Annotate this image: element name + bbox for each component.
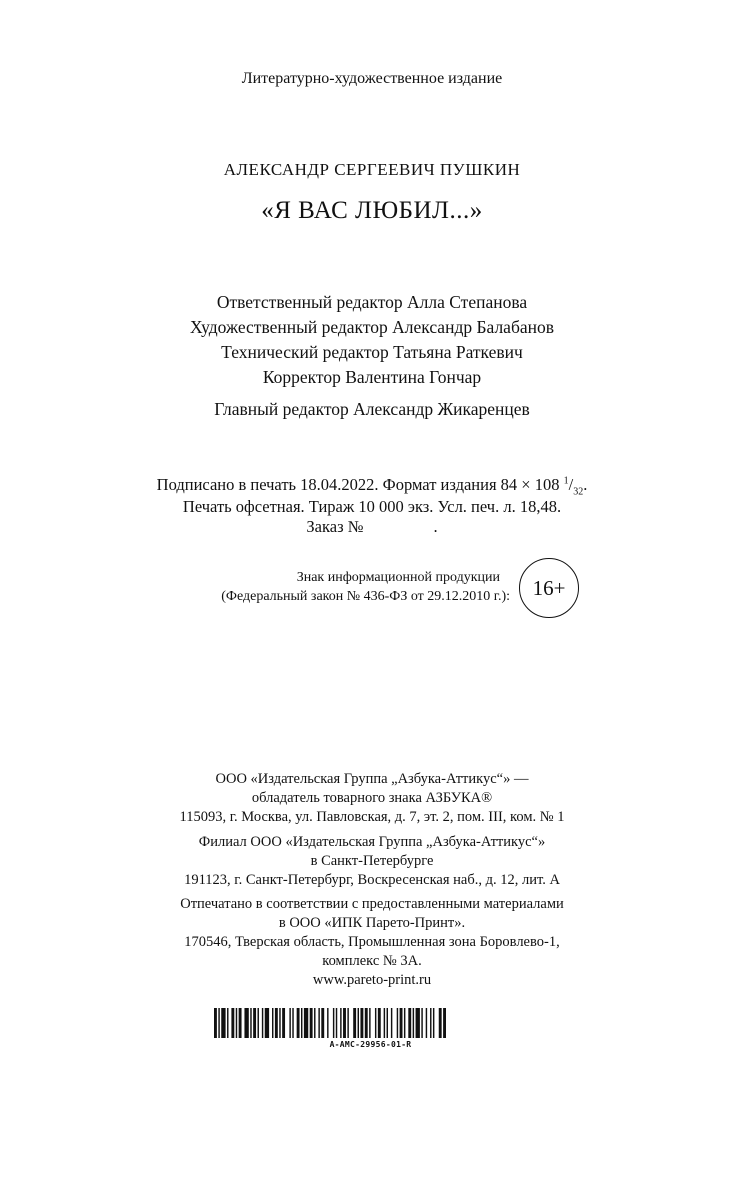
barcode-bar (253, 1008, 256, 1038)
book-title: «Я ВАС ЛЮБИЛ...» (261, 197, 483, 224)
barcode-bar (416, 1008, 420, 1038)
format-denominator: 32 (573, 486, 584, 498)
barcode-bar (262, 1008, 263, 1038)
print-line1-prefix: Подписано в печать 18.04.2022. Формат издания 84 × 108 (156, 475, 564, 494)
barcode-bar (258, 1008, 259, 1038)
barcode-bar (347, 1008, 348, 1038)
barcode-bar (282, 1008, 285, 1038)
barcode-bar (318, 1008, 319, 1038)
barcode-bar (408, 1008, 411, 1038)
barcode-bar (365, 1008, 368, 1038)
publisher-website: www.pareto-print.ru (312, 972, 432, 988)
barcode-bar (333, 1008, 334, 1038)
order-label: Заказ № (306, 517, 364, 536)
barcode-bar (221, 1008, 225, 1038)
barcode-bar (275, 1008, 278, 1038)
barcode-bar (279, 1008, 280, 1038)
barcode-bar (310, 1008, 313, 1038)
publisher-line: 191123, г. Санкт-Петербург, Воскресенская наб., д. 12, лит. А (184, 872, 560, 888)
barcode-bar (404, 1008, 405, 1038)
credit-art-editor: Художественный редактор Александр Балабанов (190, 317, 554, 337)
credit-chief-editor: Главный редактор Александр Жикаренцев (214, 399, 530, 419)
barcode-bar (426, 1008, 427, 1038)
age-rating-badge: 16+ (519, 558, 579, 618)
barcode-bar (304, 1008, 308, 1038)
barcode-bar (358, 1008, 359, 1038)
publisher-line: в Санкт-Петербурге (310, 853, 434, 869)
barcode-bar (289, 1008, 290, 1038)
barcode-bar (353, 1008, 356, 1038)
barcode-bar (314, 1008, 315, 1038)
print-signed-format: Подписано в печать 18.04.2022. Формат издания 84 × 108 $^1/_{32}$. (156, 475, 588, 498)
barcode-bar (272, 1008, 273, 1038)
barcode-graphic (214, 1008, 527, 1038)
barcode-bar (321, 1008, 324, 1038)
barcode-bar (375, 1008, 376, 1038)
barcode-bar (336, 1008, 337, 1038)
print-run-info: Печать офсетная. Тираж 10 000 экз. Усл. печ. л. 18,48. (182, 497, 562, 516)
barcode-bar (400, 1008, 403, 1038)
order-number (0, 517, 744, 537)
barcode-bar (301, 1008, 302, 1038)
barcode-bar (439, 1008, 442, 1038)
barcode-bar (433, 1008, 434, 1038)
barcode-bar (397, 1008, 398, 1038)
barcode-bar (360, 1008, 363, 1038)
credit-responsible-editor: Ответственный редактор Алла Степанова (216, 292, 528, 312)
age-rating-label (180, 568, 510, 606)
barcode-bar (297, 1008, 300, 1038)
barcode-bar (250, 1008, 251, 1038)
barcode-bar (430, 1008, 431, 1038)
barcode-bar (327, 1008, 328, 1038)
barcode-bar (244, 1008, 248, 1038)
edition-type: Литературно-художественное издание (241, 70, 503, 87)
barcode-bar (387, 1008, 388, 1038)
barcode-bar (369, 1008, 370, 1038)
barcode-bar (236, 1008, 237, 1038)
publisher-line: Отпечатано в соответствии с предоставленными материалами (180, 896, 564, 912)
format-numerator: 1 (563, 475, 569, 487)
barcode-bar (443, 1008, 446, 1038)
publisher-line: комплекс № 3А. (322, 953, 422, 969)
barcode-bar (378, 1008, 381, 1038)
author-name: АЛЕКСАНДР СЕРГЕЕВИЧ ПУШКИН (223, 160, 521, 179)
order-end: . (433, 517, 438, 536)
publisher-line: обладатель товарного знака АЗБУКА® (251, 790, 493, 806)
barcode-bar (421, 1008, 422, 1038)
barcode-bar (384, 1008, 385, 1038)
barcode-bar (413, 1008, 414, 1038)
barcode-bar (343, 1008, 346, 1038)
publisher-line: 170546, Тверская область, Промышленная зона Боровлево-1, (184, 934, 560, 950)
barcode-bar (292, 1008, 293, 1038)
barcode-bar (231, 1008, 234, 1038)
publisher-line: Филиал ООО «Издательская Группа „Азбука-Аттикус“» (198, 834, 546, 850)
publisher-line: в ООО «ИПК Парето-Принт». (278, 915, 466, 931)
age-rating-label-line1: Знак информационной продукции (296, 570, 500, 585)
barcode-bar (218, 1008, 219, 1038)
barcode-bar (227, 1008, 228, 1038)
barcode-code: A-AMC-29956-01-R (329, 1040, 412, 1049)
barcode-bar (340, 1008, 341, 1038)
credit-proofreader: Корректор Валентина Гончар (262, 367, 482, 387)
barcode-bar (214, 1008, 217, 1038)
barcode-bar (265, 1008, 269, 1038)
age-rating-label-line2: (Федеральный закон № 436-ФЗ от 29.12.2010 г.): (221, 589, 510, 604)
credit-technical-editor: Технический редактор Татьяна Раткевич (221, 342, 523, 362)
publisher-line: ООО «Издательская Группа „Азбука-Аттикус“» — (215, 771, 529, 787)
barcode-bar (239, 1008, 242, 1038)
publisher-line: 115093, г. Москва, ул. Павловская, д. 7, эт. 2, пом. III, ком. № 1 (179, 809, 565, 825)
print-line1-suffix: . (583, 475, 588, 494)
barcode-bar (391, 1008, 392, 1038)
